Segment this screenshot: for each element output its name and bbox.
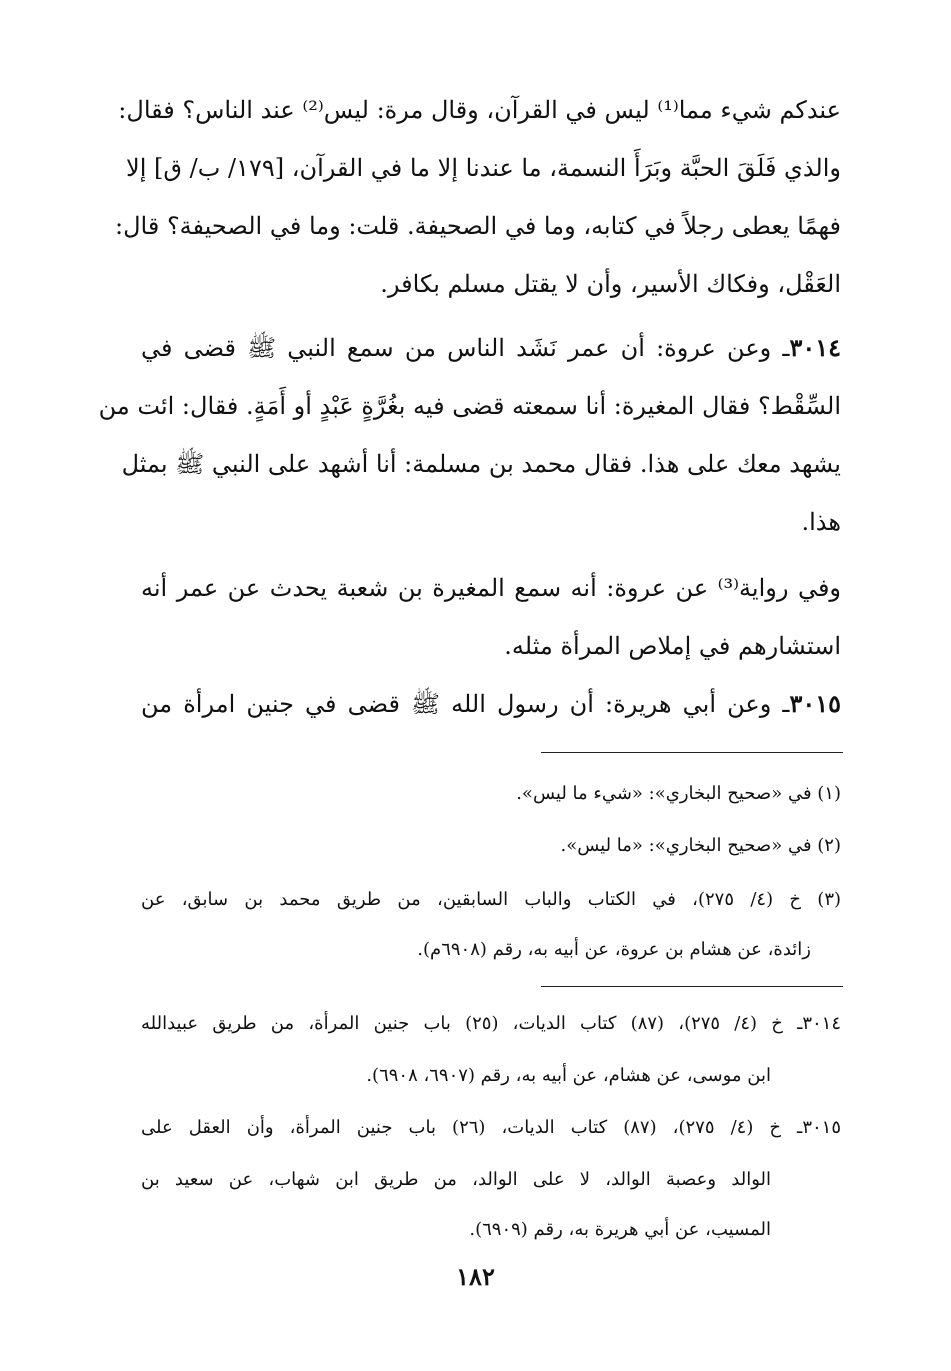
riwaya-line-1: وفي رواية⁽³⁾ عن عروة: أنه سمع المغيرة بن شعبة يحدث عن عمر أنه	[141, 574, 842, 602]
footnote-2: (٢) في «صحيح البخاري»: «ما ليس».	[560, 835, 841, 856]
footnote-3-line-2: زائدة، عن هشام بن عروة، عن أبيه به، رقم (٦٩٠٨م).	[417, 939, 811, 960]
hadith-3015-number: ٣٠١٥	[789, 689, 841, 718]
takhrij-3015-line-2: الوالد وعصبة الوالد، لا على الوالد، من طريق ابن شهاب، عن سعيد بن	[141, 1169, 771, 1190]
riwaya-line-2: استشارهم في إملاص المرأة مثله.	[504, 632, 841, 660]
footnote-separator	[541, 752, 843, 753]
hadith-3015-line-1	[141, 678, 841, 730]
hadith-3014-number: ٣٠١٤	[789, 333, 841, 362]
page-number: ١٨٢	[456, 1262, 495, 1291]
takhrij-separator	[541, 986, 843, 987]
main-line-3: فهمًا يعطى رجلاً في كتابه، وما في الصحيفة. قلت: وما في الصحيفة؟ قال:	[115, 212, 841, 240]
hadith-3014-text: ـ وعن عروة: أن عمر نَشَد الناس من سمع النبي ﷺ قضى في	[141, 334, 790, 362]
main-line-1: عندكم شيء مما⁽¹⁾ ليس في القرآن، وقال مرة: ليس⁽²⁾ عند الناس؟ فقال:	[118, 96, 841, 124]
footnote-3-line-1: (٣) خ (٤/ ٢٧٥)، في الكتاب والباب السابقين، من طريق محمد بن سابق، عن	[141, 889, 842, 910]
hadith-3014-line-4: هذا.	[801, 508, 841, 536]
takhrij-3014-line-2: ابن موسى، عن هشام، عن أبيه به، رقم (٦٩٠٧، ٦٩٠٨).	[366, 1065, 771, 1086]
takhrij-3015-line-1: ٣٠١٥ـ خ (٤/ ٢٧٥)، (٨٧) كتاب الديات، (٢٦) باب جنين المرأة، وأن العقل على	[141, 1117, 842, 1138]
main-line-4: العَقْل، وفكاك الأسير، وأن لا يقتل مسلم بكافر.	[380, 270, 841, 298]
takhrij-3014-line-1: ٣٠١٤ـ خ (٤/ ٢٧٥)، (٨٧) كتاب الديات، (٢٥) باب جنين المرأة، من طريق عبيدالله	[141, 1013, 842, 1034]
hadith-3014-line-2: السِّقْط؟ فقال المغيرة: أنا سمعته قضى فيه بغُرَّةٍ عَبْدٍ أو أَمَةٍ. فقال: ائت من	[98, 392, 841, 420]
footnote-1: (١) في «صحيح البخاري»: «شيء ما ليس».	[516, 783, 841, 804]
takhrij-3015-line-3: المسيب، عن أبي هريرة به، رقم (٦٩٠٩).	[469, 1219, 771, 1240]
hadith-3015-text: ـ وعن أبي هريرة: أن رسول الله ﷺ قضى في جنين امرأة من	[141, 690, 790, 718]
hadith-3014-line-3: يشهد معك على هذا. فقال محمد بن مسلمة: أنا أشهد على النبي ﷺ بمثل	[121, 450, 841, 478]
hadith-3014-line-1	[141, 322, 841, 374]
main-line-2: والذي فَلَقَ الحبَّة وبَرَأَ النسمة، ما عندنا إلا ما في القرآن، [١٧٩/ ب/ ق] إلا	[126, 154, 841, 182]
